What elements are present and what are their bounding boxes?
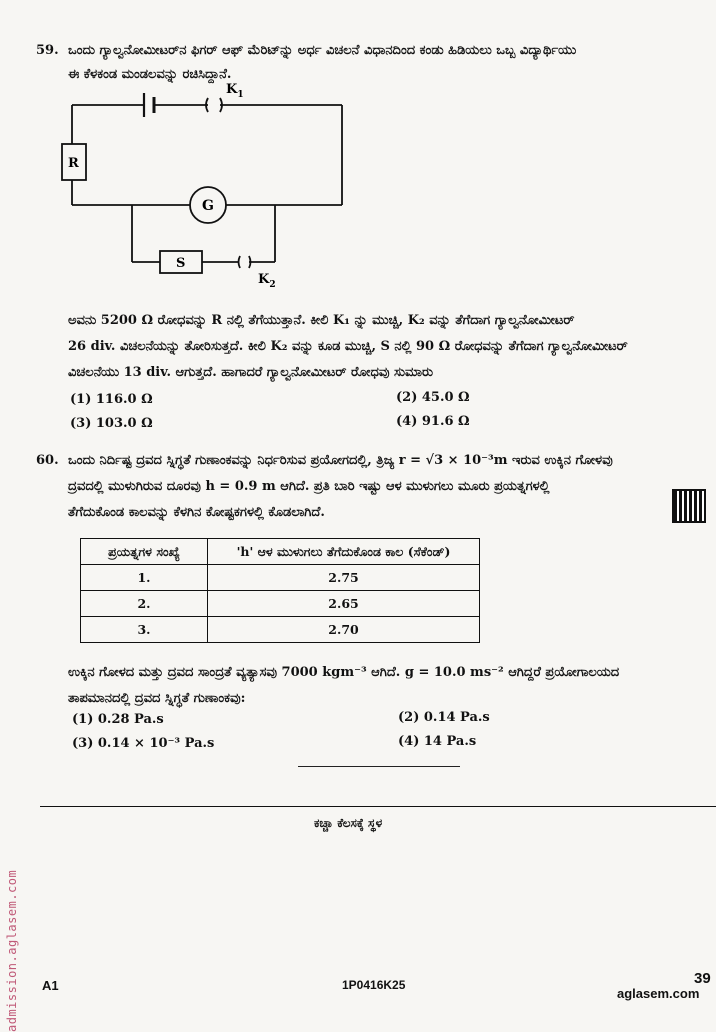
key-k1-label: $K_1$ <box>226 82 244 100</box>
footer-page-number: 39 <box>694 970 711 987</box>
footer-series-code: A1 <box>42 978 59 993</box>
q60-option-1: (1) 0.28 Pa.s <box>72 712 164 727</box>
q59-option-4: (4) 91.6 Ω <box>396 414 470 429</box>
resistor-r-label: R <box>68 156 79 171</box>
shunt-s-label: S <box>176 256 186 271</box>
question-59-body-line1: ಅವನು 5200 Ω ರೋಧವನ್ನು R ನಲ್ಲಿ ತೆಗೆಯುತ್ತಾನೆ. ಕೀಲಿ K₁ ನ್ನು ಮುಚ್ಚಿ, K₂ ವನ್ನು ತೆಗೆದಾಗ ಗ್ಯಾಲ್ವನೋಮೀಟರ್ <box>68 313 575 328</box>
q60-option-2: (2) 0.14 Pa.s <box>398 710 490 725</box>
question-60-after-line1: ಉಕ್ಕಿನ ಗೋಳದ ಮತ್ತು ದ್ರವದ ಸಾಂದ್ರತೆ ವ್ಯತ್ಯಾಸವು 7000 kgm⁻³ ಆಗಿದೆ. g = 10.0 ms⁻² ಆಗಿದ್ದರೆ ಪ್ರಯೋಗಾಲಯದ <box>68 665 620 680</box>
side-watermark: admission.aglasem.com <box>5 869 19 1032</box>
table-cell-time: 2.65 <box>208 591 480 617</box>
question-60-number: 60. <box>36 453 59 468</box>
q59-option-1: (1) 116.0 Ω <box>70 392 153 407</box>
q60-option-4: (4) 14 Pa.s <box>398 734 477 749</box>
rough-work-divider <box>40 806 716 807</box>
table-header-trials: ಪ್ರಯತ್ನಗಳ ಸಂಖ್ಯೆ <box>81 539 208 565</box>
observation-table <box>80 538 480 643</box>
qr-code-icon <box>672 489 706 523</box>
table-cell-time: 2.75 <box>208 565 480 591</box>
question-59-intro-line1: ಒಂದು ಗ್ಯಾಲ್ವನೋಮೀಟರ್‌ನ ಫಿಗರ್ ಆಫ್ ಮೆರಿಟ್‌ನ್ನು ಅರ್ಧ ವಿಚಲನೆ ವಿಧಾನದಿಂದ ಕಂಡು ಹಿಡಿಯಲು ಒಬ್ಬ ವಿದ್ಯಾರ್ಥಿಯು <box>68 43 577 58</box>
question-60-line1: ಒಂದು ನಿರ್ದಿಷ್ಟ ದ್ರವದ ಸ್ನಿಗ್ಧತೆ ಗುಣಾಂಕವನ್ನು ನಿರ್ಧರಿಸುವ ಪ್ರಯೋಗದಲ್ಲಿ, ತ್ರಿಜ್ಯ r = √3 × 10⁻³m ಇರುವ ಉಕ್ಕಿನ ಗೋಳವು <box>68 453 613 468</box>
table-header-row <box>81 539 480 565</box>
question-59-number: 59. <box>36 43 59 58</box>
q59-option-3: (3) 103.0 Ω <box>70 416 153 431</box>
end-divider <box>298 766 460 767</box>
question-60-line3: ತೆಗೆದುಕೊಂಡ ಕಾಲವನ್ನು ಕೆಳಗಿನ ಕೋಷ್ಟಕಗಳಲ್ಲಿ ಕೊಡಲಾಗಿದೆ. <box>68 505 325 520</box>
table-cell-trial: 2. <box>81 591 208 617</box>
footer-site: aglasem.com <box>617 986 700 1001</box>
table-cell-time: 2.70 <box>208 617 480 643</box>
table-header-time: 'h' ಆಳ ಮುಳುಗಲು ತೆಗೆದುಕೊಂಡ ಕಾಲ (ಸೆಕೆಂಡ್) <box>208 539 480 565</box>
table-cell-trial: 1. <box>81 565 208 591</box>
question-59-body-line2: 26 div. ವಿಚಲನೆಯನ್ನು ತೋರಿಸುತ್ತದೆ. ಕೀಲಿ K₂ ವನ್ನು ಕೂಡ ಮುಚ್ಚಿ, S ನಲ್ಲಿ 90 Ω ರೋಧವನ್ನು ತೆಗೆದಾಗ ಗ್ಯಾಲ್ವನೋಮೀಟರ್ <box>68 339 628 354</box>
rough-work-label: ಕಚ್ಚಾ ಕೆಲಸಕ್ಕೆ ಸ್ಥಳ <box>314 816 383 830</box>
key-k2-label: $K_2$ <box>258 272 276 290</box>
table-row <box>81 591 480 617</box>
galvanometer-g-label: G <box>202 198 214 214</box>
table-row <box>81 617 480 643</box>
q60-option-3: (3) 0.14 × 10⁻³ Pa.s <box>72 736 215 751</box>
question-59-intro-line2: ಈ ಕೆಳಕಂಡ ಮಂಡಲವನ್ನು ರಚಿಸಿದ್ದಾನೆ. <box>68 67 232 82</box>
question-60-line2: ದ್ರವದಲ್ಲಿ ಮುಳುಗಿರುವ ದೂರವು h = 0.9 m ಆಗಿದೆ. ಪ್ರತಿ ಬಾರಿ ಇಷ್ಟು ಆಳ ಮುಳುಗಲು ಮೂರು ಪ್ರಯತ್ನಗಳಲ್ಲಿ <box>68 479 550 494</box>
question-60-after-line2: ತಾಪಮಾನದಲ್ಲಿ ದ್ರವದ ಸ್ನಿಗ್ಧತೆ ಗುಣಾಂಕವು: <box>68 691 246 706</box>
footer-paper-code: 1P0416K25 <box>342 978 406 992</box>
table-row <box>81 565 480 591</box>
galvanometer-circuit-diagram <box>60 80 360 290</box>
q59-option-2: (2) 45.0 Ω <box>396 390 470 405</box>
table-cell-trial: 3. <box>81 617 208 643</box>
question-59-body-line3: ವಿಚಲನೆಯು 13 div. ಆಗುತ್ತದೆ. ಹಾಗಾದರೆ ಗ್ಯಾಲ್ವನೋಮೀಟರ್ ರೋಧವು ಸುಮಾರು <box>68 365 433 380</box>
